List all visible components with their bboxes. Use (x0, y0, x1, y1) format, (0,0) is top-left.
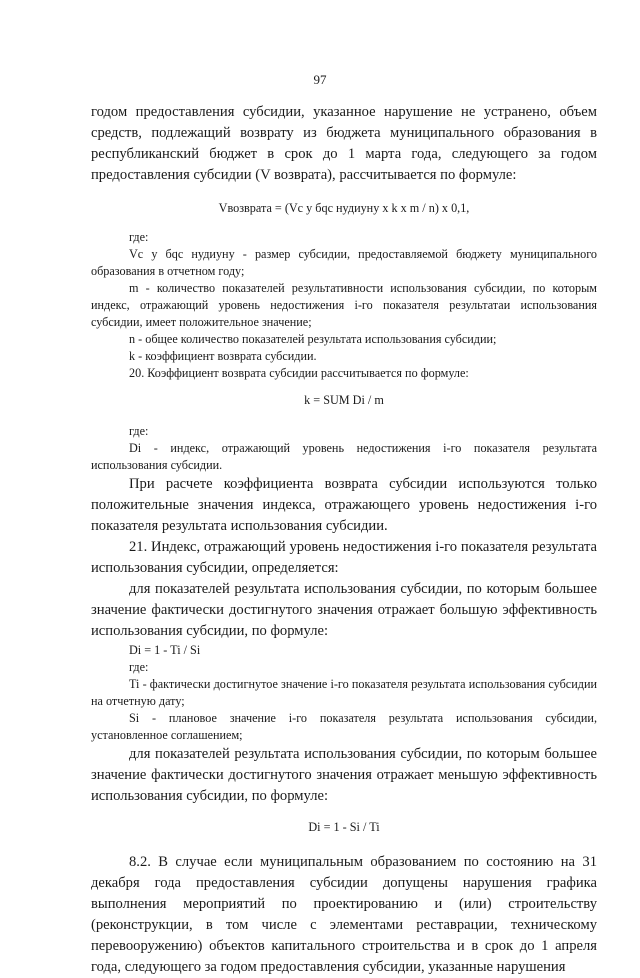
formula-v-return: Vвозврата = (Vс у бqс нудиуну x k x m / n) x 0,1, (218, 201, 470, 215)
paragraph-21: 21. Индекс, отражающий уровень недостижения i-го показателя результата использования субсидии, определяется: (91, 539, 597, 576)
paragraph-8-2: 8.2. В случае если муниципальным образованием по состоянию на 31 декабря года предоставления субсидии допущены нарушения графика выполнения мероприятий по проектированию и (или) строительству (реконструкции, в том числе с элементами реставрации, техническому перевооружению) объектов капитального строительства и в срок до 1 апреля года, следующего за годом предоставления субсидии, указанные нарушения (91, 854, 597, 975)
definition-di: Di - индекс, отражающий уровень недостижения i-го показателя результата использования субсидии. (91, 441, 597, 472)
definition-si: Si - плановое значение i-го показателя результата использования субсидии, установленное соглашением; (91, 711, 597, 742)
definition-m: m - количество показателей результативности использования субсидии, по которым индекс, отражающий уровень недостижения i-го показателя результатаи использования субсидии, имеет положительное значение; (91, 281, 597, 329)
definition-k: k - коэффициент возврата субсидии. (129, 349, 317, 363)
paragraph-less-efficiency: для показателей результата использования субсидии, по которым большее значение фактически достигнутого значения отражает меньшую эффективность использования субсидии, по формуле: (91, 746, 597, 804)
paragraph-greater-efficiency: для показателей результата использования субсидии, по которым большее значение фактически достигнутого значения отражает большую эффективность использования субсидии, по формуле: (91, 581, 597, 639)
paragraph-20: 20. Коэффициент возврата субсидии рассчитывается по формуле: (129, 366, 469, 380)
definition-ti: Ti - фактически достигнутое значение i-го показателя результата использования субсидии на отчетную дату; (91, 677, 597, 708)
where-label-3: где: (129, 660, 149, 674)
where-label-2: где: (129, 424, 149, 438)
where-label-1: где: (129, 230, 149, 244)
formula-di-si-ti: Di = 1 - Si / Ti (308, 820, 380, 834)
page-number: 97 (313, 72, 327, 87)
definition-vc: Vс у бqс нудиуну - размер субсидии, предоставляемой бюджету муниципального образования в отчетном году; (91, 247, 597, 278)
formula-k: k = SUM Di / m (304, 393, 384, 407)
paragraph-intro: годом предоставления субсидии, указанное нарушение не устранено, объем средств, подлежащий возврату из бюджета муниципального образования в республиканский бюджет в срок до 1 марта года, следующего за годом предоставления субсидии (V возврата), рассчитывается по формуле: (91, 104, 597, 183)
page-body (91, 102, 597, 978)
formula-di-ti-si: Di = 1 - Ti / Si (129, 643, 201, 657)
definition-n: n - общее количество показателей результата использования субсидии; (129, 332, 497, 346)
paragraph-calculation: При расчете коэффициента возврата субсидии используются только положительные значения индекса, отражающего уровень недостижения i-го показателя результата использования субсидии. (91, 476, 597, 534)
